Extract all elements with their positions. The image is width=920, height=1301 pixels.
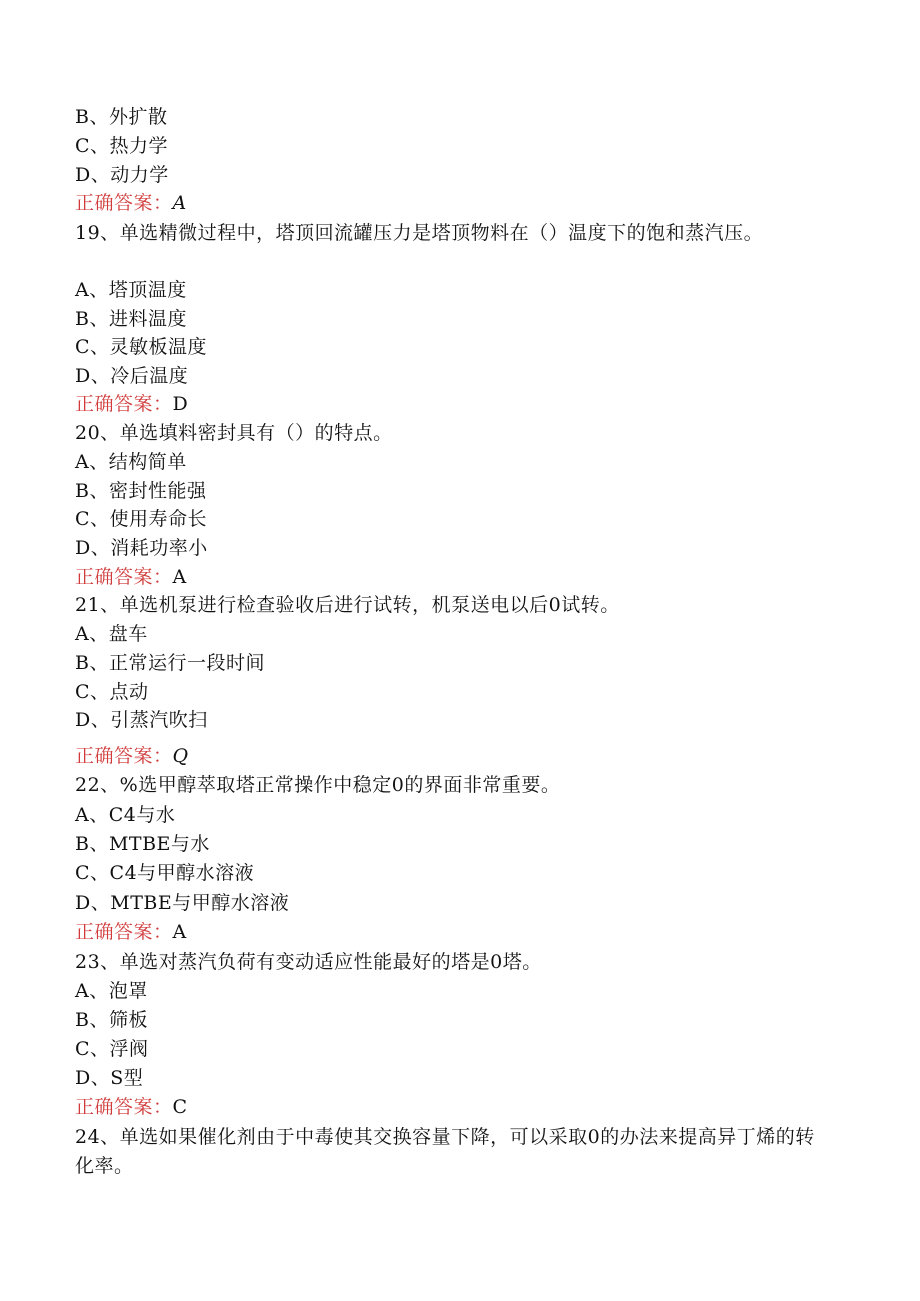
option-line: B、进料温度 [75, 308, 187, 330]
option-line: C、浮阀 [75, 1038, 149, 1060]
answer-label: 正确答案： [75, 393, 173, 415]
answer-label: 正确答案： [75, 921, 173, 943]
answer-value: D [172, 393, 189, 415]
option-line: D、动力学 [75, 164, 169, 186]
option-line: C、使用寿命长 [75, 508, 208, 530]
option-line: A、结构简单 [75, 451, 187, 473]
option-line: B、MTBE与水 [75, 833, 210, 855]
answer-value: A [172, 921, 187, 943]
answer-line [75, 743, 189, 769]
answer-line [75, 190, 187, 216]
option-line: B、筛板 [75, 1009, 148, 1031]
option-line: C、灵敏板温度 [75, 336, 208, 358]
question-line: 19、单选精微过程中，塔顶回流罐压力是塔顶物料在（）温度下的饱和蒸汽压。 [75, 222, 764, 244]
answer-value: C [172, 1096, 188, 1118]
question-line: 21、单选机泵进行检查验收后进行试转，机泵送电以后0试转。 [75, 594, 620, 616]
option-line: B、密封性能强 [75, 480, 207, 502]
option-line: C、C4与甲醇水溶液 [75, 862, 255, 884]
option-line: C、点动 [75, 681, 149, 703]
option-line: D、冷后温度 [75, 365, 189, 387]
question-line: 20、单选填料密封具有（）的特点。 [75, 422, 393, 444]
option-line: D、MTBE与甲醇水溶液 [75, 892, 290, 914]
answer-line [75, 564, 187, 590]
option-line: A、泡罩 [75, 980, 148, 1002]
option-line: A、盘车 [75, 623, 148, 645]
answer-label: 正确答案： [75, 192, 173, 214]
option-line: B、外扩散 [75, 106, 168, 128]
option-line: C、热力学 [75, 135, 169, 157]
question-line: 22、%选甲醇萃取塔正常操作中稳定0的界面非常重要。 [75, 774, 561, 796]
question-line: 24、单选如果催化剂由于中毒使其交换容量下降，可以采取0的办法来提高异丁烯的转化率。 [75, 1126, 815, 1177]
answer-label: 正确答案： [75, 1096, 173, 1118]
answer-line [75, 391, 188, 417]
answer-value: Q [172, 745, 189, 767]
option-line: D、引蒸汽吹扫 [75, 709, 208, 731]
answer-value: A [172, 566, 187, 588]
question-line: 23、单选对蒸汽负荷有变动适应性能最好的塔是0塔。 [75, 951, 542, 973]
answer-line [75, 919, 187, 945]
option-line: D、消耗功率小 [75, 537, 208, 559]
answer-label: 正确答案： [75, 566, 173, 588]
answer-label: 正确答案： [75, 745, 173, 767]
option-line: B、正常运行一段时间 [75, 652, 265, 674]
option-line: D、S型 [75, 1067, 144, 1089]
option-line: A、C4与水 [75, 804, 176, 826]
answer-line [75, 1094, 188, 1120]
option-line: A、塔顶温度 [75, 279, 187, 301]
answer-value: A [172, 192, 187, 214]
